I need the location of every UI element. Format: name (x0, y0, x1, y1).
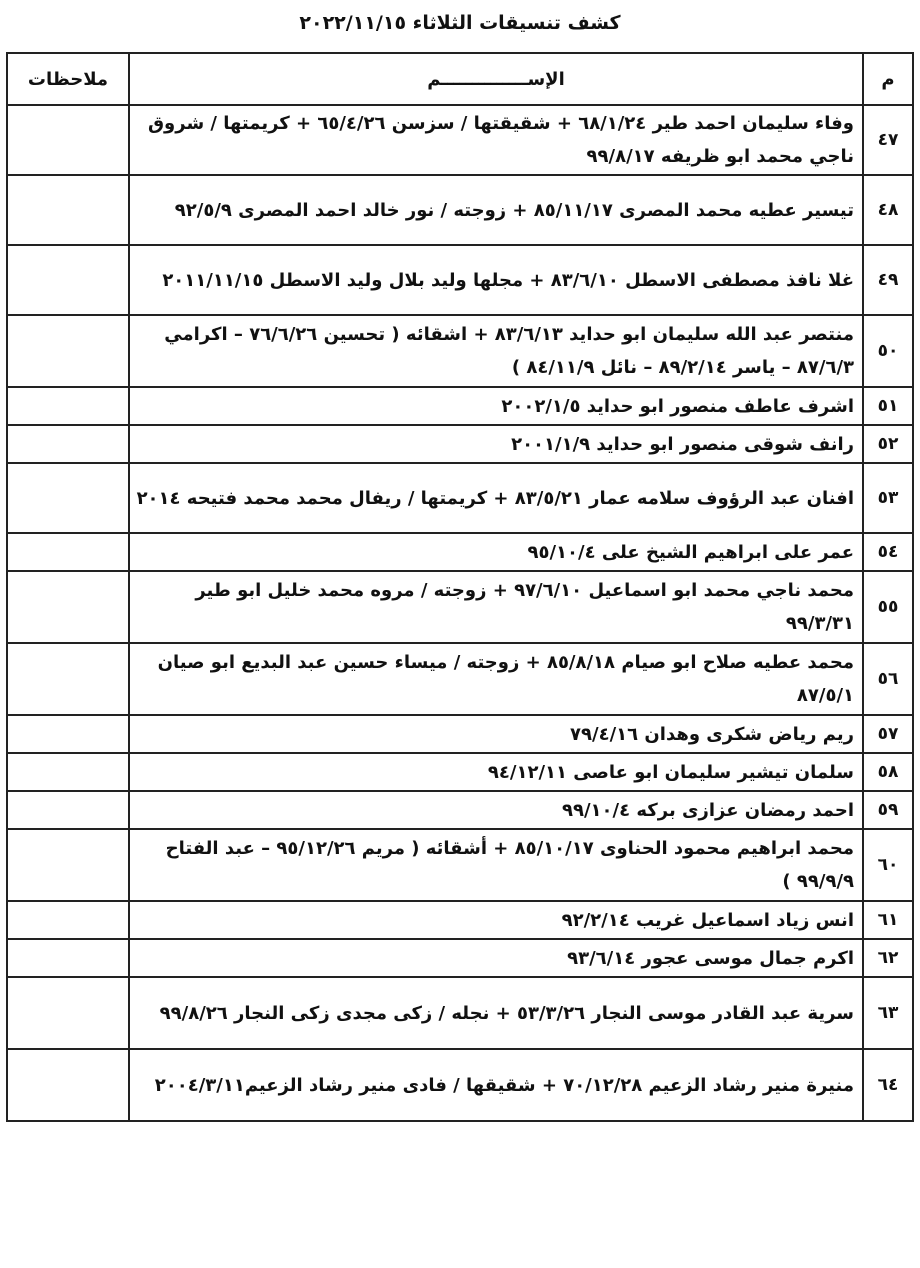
table-row (7, 1049, 913, 1121)
row-name: تيسير عطيه محمد المصرى ٨٥/١١/١٧ + زوجته / نور خالد احمد المصرى ٩٢/٥/٩ (129, 175, 863, 245)
row-notes (7, 387, 129, 425)
row-notes (7, 977, 129, 1049)
table-row (7, 105, 913, 175)
table-row (7, 463, 913, 533)
row-number: ٦٣ (863, 977, 913, 1049)
row-notes (7, 791, 129, 829)
row-name: وفاء سليمان احمد طير ٦٨/١/٢٤ + شقيقتها / سزسن ٦٥/٤/٢٦ + كريمتها / شروق ناجي محمد ابو ظريفه ٩٩/٨/١٧ (129, 105, 863, 175)
row-number: ٦٠ (863, 829, 913, 901)
row-number: ٥٧ (863, 715, 913, 753)
table-row (7, 791, 913, 829)
row-name: محمد عطيه صلاح ابو صيام ٨٥/٨/١٨ + زوجته / ميساء حسين عبد البديع ابو صيان ٨٧/٥/١ (129, 643, 863, 715)
row-notes (7, 829, 129, 901)
row-notes (7, 425, 129, 463)
row-notes (7, 753, 129, 791)
row-notes (7, 1049, 129, 1121)
row-notes (7, 571, 129, 643)
row-name: اكرم جمال موسى عجور ٩٣/٦/١٤ (129, 939, 863, 977)
row-notes (7, 715, 129, 753)
table-row (7, 425, 913, 463)
row-notes (7, 643, 129, 715)
table-row (7, 977, 913, 1049)
row-name: اشرف عاطف منصور ابو حدايد ٢٠٠٢/١/٥ (129, 387, 863, 425)
row-name: رانف شوقى منصور ابو حدايد ٢٠٠١/١/٩ (129, 425, 863, 463)
table-row (7, 715, 913, 753)
row-number: ٥٠ (863, 315, 913, 387)
row-number: ٥٦ (863, 643, 913, 715)
row-number: ٥٣ (863, 463, 913, 533)
header-name: الإســــــــــــــم (129, 53, 863, 105)
row-name: محمد ابراهيم محمود الحناوى ٨٥/١٠/١٧ + أشقائه ( مريم ٩٥/١٢/٢٦ – عبد الفتاح ٩٩/٩/٩ ) (129, 829, 863, 901)
header-number: م (863, 53, 913, 105)
row-number: ٤٩ (863, 245, 913, 315)
table-row (7, 643, 913, 715)
row-name: غلا نافذ مصطفى الاسطل ٨٣/٦/١٠ + مجلها وليد بلال وليد الاسطل ٢٠١١/١١/١٥ (129, 245, 863, 315)
row-name: سرية عبد القادر موسى النجار ٥٣/٣/٢٦ + نجله / زكى مجدى زكى النجار ٩٩/٨/٢٦ (129, 977, 863, 1049)
row-name: عمر على ابراهيم الشيخ على ٩٥/١٠/٤ (129, 533, 863, 571)
row-notes (7, 175, 129, 245)
row-number: ٥٤ (863, 533, 913, 571)
row-notes (7, 533, 129, 571)
coordination-table (6, 52, 914, 1122)
row-notes (7, 105, 129, 175)
row-number: ٥٩ (863, 791, 913, 829)
row-name: انس زياد اسماعيل غريب ٩٢/٢/١٤ (129, 901, 863, 939)
row-name: محمد ناجي محمد ابو اسماعيل ٩٧/٦/١٠ + زوجته / مروه محمد خليل ابو طير ٩٩/٣/٣١ (129, 571, 863, 643)
row-number: ٦٤ (863, 1049, 913, 1121)
row-name: افنان عبد الرؤوف سلامه عمار ٨٣/٥/٢١ + كريمتها / ريفال محمد محمد فتيحه ٢٠١٤ (129, 463, 863, 533)
row-name: احمد رمضان عزازى بركه ٩٩/١٠/٤ (129, 791, 863, 829)
row-notes (7, 245, 129, 315)
row-number: ٤٧ (863, 105, 913, 175)
row-notes (7, 939, 129, 977)
row-name: منتصر عبد الله سليمان ابو حدايد ٨٣/٦/١٣ + اشقائه ( تحسين ٧٦/٦/٢٦ – اكرامي ٨٧/٦/٣ – ياسر ٨٩/٢/١٤ – نائل ٨٤/١١/٩ ) (129, 315, 863, 387)
table-row (7, 533, 913, 571)
table-row (7, 901, 913, 939)
table-row (7, 829, 913, 901)
table-row (7, 753, 913, 791)
row-notes (7, 315, 129, 387)
table-row (7, 245, 913, 315)
row-name: ريم رياض شكرى وهدان ٧٩/٤/١٦ (129, 715, 863, 753)
row-number: ٥١ (863, 387, 913, 425)
page-title: كشف تنسيقات الثلاثاء ٢٠٢٢/١١/١٥ (299, 12, 621, 34)
table-body (7, 105, 913, 1121)
row-name: سلمان تيشير سليمان ابو عاصى ٩٤/١٢/١١ (129, 753, 863, 791)
row-number: ٤٨ (863, 175, 913, 245)
row-number: ٥٢ (863, 425, 913, 463)
table-row (7, 571, 913, 643)
row-notes (7, 901, 129, 939)
table-row (7, 315, 913, 387)
table-row (7, 939, 913, 977)
table-row (7, 387, 913, 425)
header-notes: ملاحظات (7, 53, 129, 105)
row-number: ٦٢ (863, 939, 913, 977)
row-number: ٥٥ (863, 571, 913, 643)
header-row (7, 53, 913, 105)
table-row (7, 175, 913, 245)
row-notes (7, 463, 129, 533)
row-name: منيرة منير رشاد الزعيم ٧٠/١٢/٢٨ + شقيقها / فادى منير رشاد الزعيم٢٠٠٤/٣/١١ (129, 1049, 863, 1121)
row-number: ٦١ (863, 901, 913, 939)
row-number: ٥٨ (863, 753, 913, 791)
